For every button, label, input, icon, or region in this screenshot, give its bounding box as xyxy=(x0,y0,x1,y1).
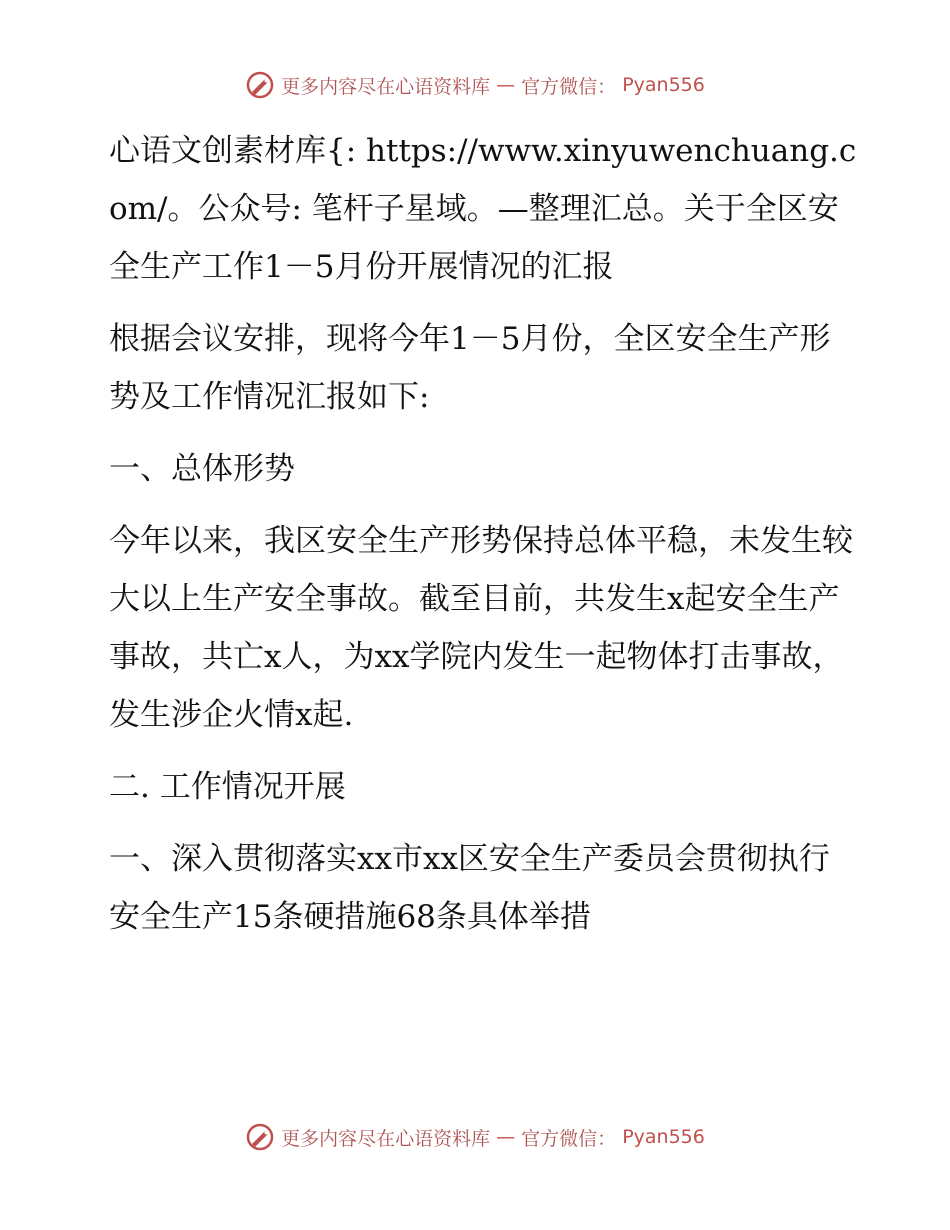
paragraph-situation: 今年以来，我区安全生产形势保持总体平稳，未发生较大以上生产安全事故。截至目前，共发生x起安全生产事故，共亡x人，为xx学院内发生一起物体打击事故，发生涉企火情x起. xyxy=(109,523,853,733)
watermark-label: 官方微信： xyxy=(521,75,617,98)
paragraph-opening: 根据会议安排，现将今年1－5月份，全区安全生产形势及工作情况汇报如下: xyxy=(109,321,831,415)
watermark-separator: — xyxy=(496,74,516,96)
footer-watermark xyxy=(0,1122,950,1152)
pen-circle-icon xyxy=(245,1122,275,1152)
watermark-separator: — xyxy=(496,1126,516,1148)
section-heading-1: 一、总体形势 xyxy=(109,451,295,487)
paragraph-measures: 一、深入贯彻落实xx市xx区安全生产委员会贯彻执行安全生产15条硬措施68条具体举措 xyxy=(109,841,830,935)
watermark-text: 更多内容尽在心语资料库 xyxy=(281,1127,491,1150)
watermark-id: Pyan556 xyxy=(622,1126,705,1148)
watermark-label: 官方微信： xyxy=(521,1127,617,1150)
pen-circle-icon xyxy=(245,70,275,100)
section-heading-2: 二. 工作情况开展 xyxy=(109,769,346,805)
watermark-id: Pyan556 xyxy=(622,74,705,96)
paragraph-intro: 心语文创素材库{: https://www.xinyuwenchuang.com/。公众号: 笔杆子星域。—整理汇总。关于全区安全生产工作1－5月份开展情况的汇报 xyxy=(109,133,857,285)
header-watermark xyxy=(0,70,950,100)
document-body xyxy=(97,122,857,960)
watermark-text: 更多内容尽在心语资料库 xyxy=(281,75,491,98)
